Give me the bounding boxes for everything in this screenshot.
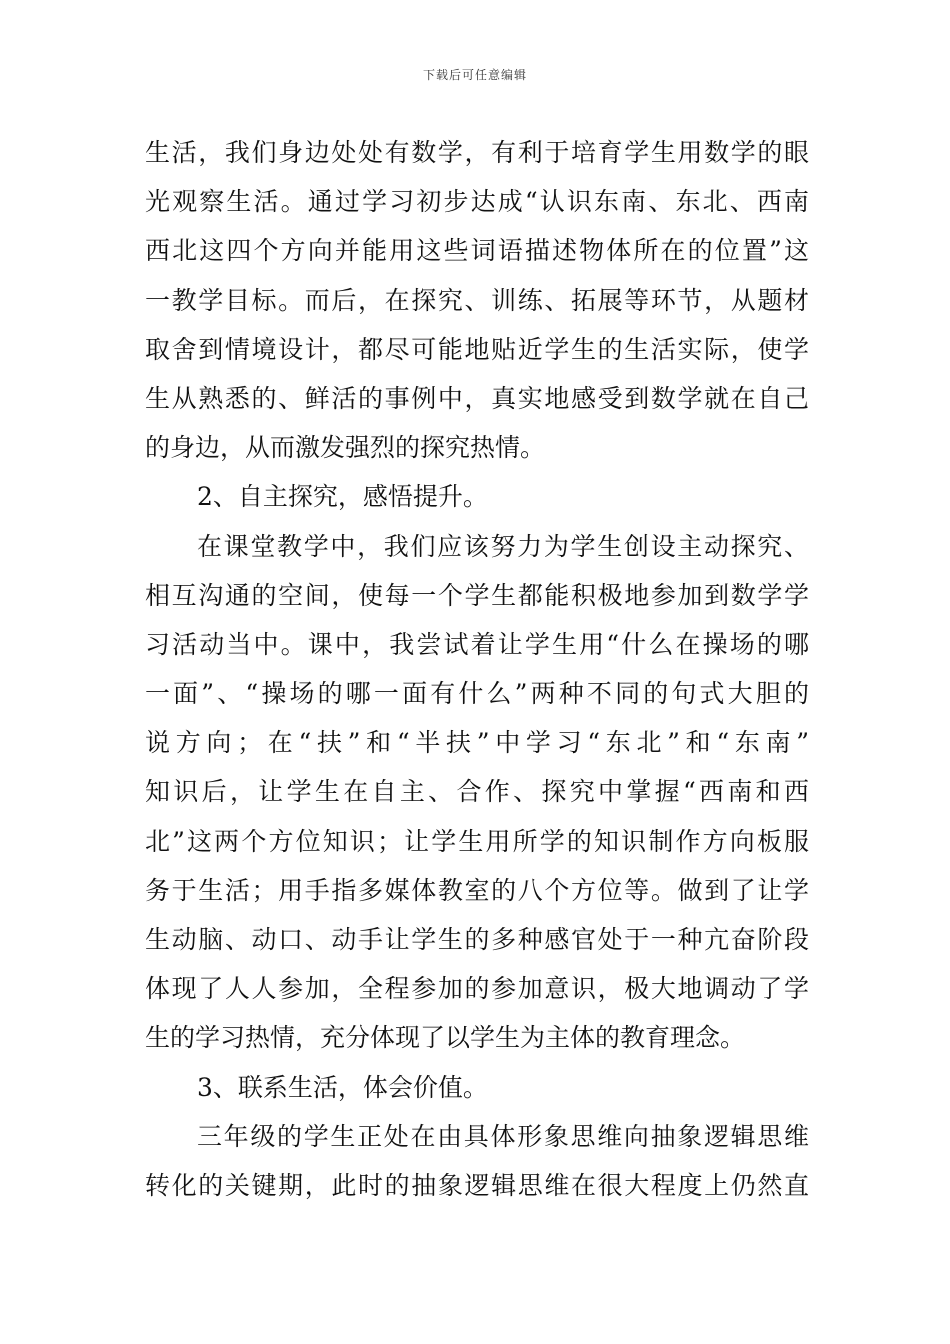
text-line: 西北这四个方向并能用这些词语描述物体所在的位置”这 xyxy=(145,236,809,266)
section-heading: 3、联系生活，体会价值。 xyxy=(197,1072,488,1102)
text-line: 习活动当中。课中，我尝试着让学生用“什么在操场的哪 xyxy=(145,629,809,659)
text-line: 取舍到情境设计，都尽可能地贴近学生的生活实际，使学 xyxy=(145,334,809,364)
text-line: 务于生活；用手指多媒体教室的八个方位等。做到了让学 xyxy=(145,875,809,905)
section-heading: 2、自主探究，感悟提升。 xyxy=(197,482,488,512)
text-line: 光观察生活。通过学习初步达成“认识东南、东北、西南 xyxy=(145,187,809,217)
text-line: 转化的关键期，此时的抽象逻辑思维在很大程度上仍然直 xyxy=(145,1170,809,1200)
text-line: 说方向；在“扶”和“半扶”中学习“东北”和“东南” xyxy=(145,728,809,758)
text-line: 北”这两个方位知识；让学生用所学的知识制作方向板服 xyxy=(145,826,809,856)
text-line: 在课堂教学中，我们应该努力为学生创设主动探究、 xyxy=(197,531,809,561)
text-line: 一教学目标。而后，在探究、训练、拓展等环节，从题材 xyxy=(145,285,809,315)
text-line: 生活，我们身边处处有数学，有利于培育学生用数学的眼 xyxy=(145,138,809,167)
text-line: 相互沟通的空间，使每一个学生都能积极地参加到数学学 xyxy=(145,580,809,610)
text-line: 生动脑、动口、动手让学生的多种感官处于一种亢奋阶段 xyxy=(145,925,809,954)
text-line: 的身边，从而激发强烈的探究热情。 xyxy=(145,433,546,463)
text-line: 体现了人人参加，全程参加的参加意识，极大地调动了学 xyxy=(145,974,809,1004)
document-body xyxy=(145,128,809,1210)
text-line: 知识后，让学生在自主、合作、探究中掌握“西南和西 xyxy=(145,777,809,807)
text-line: 生从熟悉的、鲜活的事例中，真实地感受到数学就在自己 xyxy=(145,383,809,413)
page-header: 下载后可任意编辑 xyxy=(422,68,527,82)
text-line: 生的学习热情，充分体现了以学生为主体的教育理念。 xyxy=(145,1023,746,1053)
text-line: 三年级的学生正处在由具体形象思维向抽象逻辑思维 xyxy=(197,1121,809,1151)
text-line: 一面”、“操场的哪一面有什么”两种不同的句式大胆的 xyxy=(145,679,809,709)
